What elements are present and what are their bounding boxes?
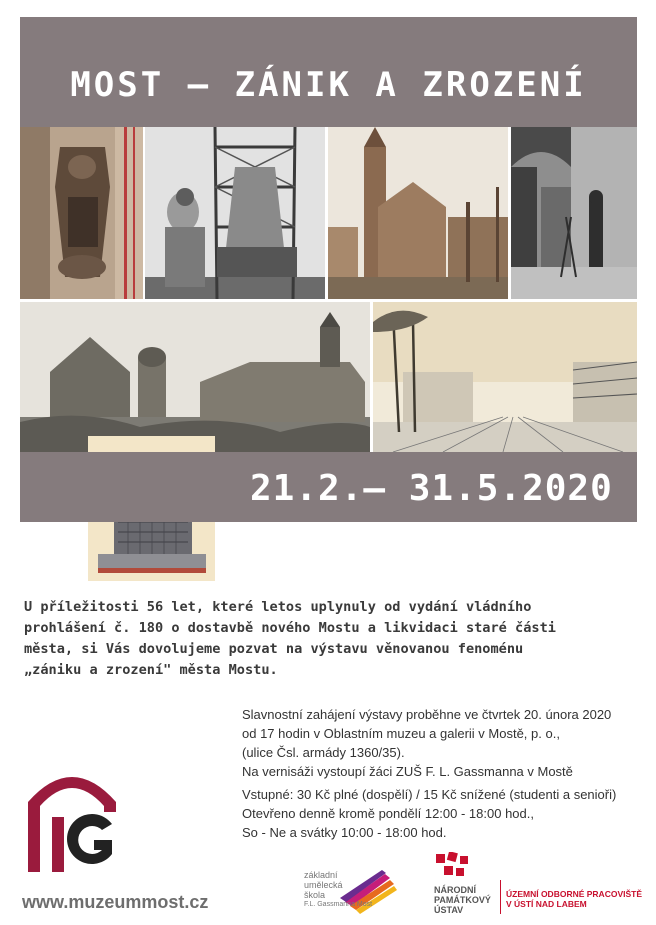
date-band [20,452,637,522]
admission-line: Vstupné: 30 Kč plné (dospělí) / 15 Kč snížené (studenti a senioři) [242,787,617,802]
intro-line: prohlášení č. 180 o dostavbě nového Mostu a likvidaci staré části [24,620,556,636]
photo-old-town-ruins [20,302,370,452]
opening-line: Slavnostní zahájení výstavy proběhne ve čtvrtek 20. února 2020 [242,707,612,722]
exhibition-dates: 21.2.– 31.5.2020 [250,468,613,509]
photo-baroque-sculpture [20,127,143,299]
exhibition-title: MOST – ZÁNIK A ZROZENÍ [70,65,587,105]
npu-divider [500,880,501,914]
photo-statue-crane [145,127,325,299]
zus-line: základní [304,870,338,880]
title-band [20,17,637,127]
zus-line: škola [304,890,326,900]
museum-logo [22,762,122,872]
admission-line: So - Ne a svátky 10:00 - 18:00 hod. [242,825,447,840]
zus-line: F.L. Gassmanna Most [304,901,373,908]
opening-line: (ulice Čsl. armády 1360/35). [242,745,405,760]
admission-line: Otevřeno denně kromě pondělí 12:00 - 18:00 hod., [242,806,534,821]
npu-logo-icon [434,852,474,882]
photo-church-town [328,127,508,299]
npu-office: ÚZEMNÍ ODBORNÉ PRACOVIŠTĚ V ÚSTÍ NAD LABEM [506,889,643,909]
npu-name: NÁRODNÍ PAMÁTKOVÝ ÚSTAV [434,885,491,915]
intro-line: „zániku a zrození" města Mostu. [24,662,278,678]
event-info [242,705,616,842]
opening-line: od 17 hodin v Oblastním muzeu a galerii v Mostě, p. o., [242,726,560,741]
photo-photographer-street [511,127,637,299]
zus-line: umělecká [304,880,343,890]
website-link[interactable]: www.muzeummost.cz [22,892,209,912]
intro-line: města, si Vás dovolujeme pozvat na výstavu věnovanou fenoménu [24,641,524,657]
intro-paragraph [24,597,636,681]
opening-line: Na vernisáži vystoupí žáci ZUŠ F. L. Gassmanna v Mostě [242,764,573,779]
intro-line: U příležitosti 56 let, které letos uplynuly od vydání vládního [24,599,532,615]
photo-modern-square-sketch [373,302,637,452]
